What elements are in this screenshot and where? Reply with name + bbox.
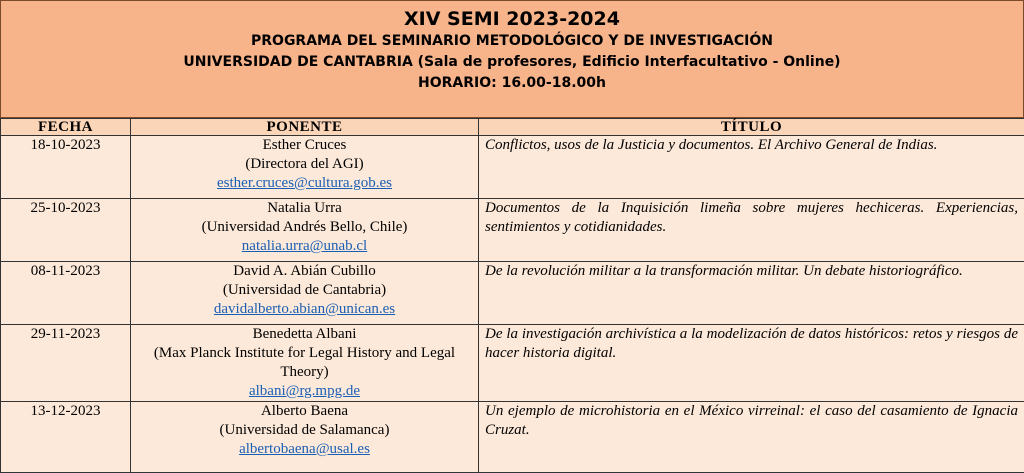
row-date: 29-11-2023 [1,325,131,402]
row-talk-title: Conflictos, usos de la Justicia y documentos. El Archivo General de Indias. [479,136,1024,199]
row-talk-title: De la revolución militar a la transformación militar. Un debate historiográfico. [479,262,1024,325]
speaker-affiliation: (Universidad de Cantabria) [222,282,387,298]
row-talk-title: Documentos de la Inquisición limeña sobre mujeres hechiceras. Experiencias, sentimientos y cotidianidades. [479,199,1024,262]
row-date: 13-12-2023 [1,402,131,473]
row-speaker [131,402,479,473]
speaker-affiliation: (Universidad Andrés Bello, Chile) [201,219,408,235]
row-speaker [131,262,479,325]
row-talk-title: Un ejemplo de microhistoria en el México virreinal: el caso del casamiento de Ignacia Cruzat. [479,402,1024,473]
program-subtitle: PROGRAMA DEL SEMINARIO METODOLÓGICO Y DE INVESTIGACIÓN [251,33,773,49]
speaker-email-link[interactable]: esther.cruces@cultura.gob.es [217,175,392,191]
speaker-email-link[interactable]: davidalberto.abian@unican.es [213,301,396,317]
row-speaker [131,136,479,199]
table-row [1,325,1024,402]
row-date: 08-11-2023 [1,262,131,325]
table-row [1,402,1024,473]
column-header-fecha: FECHA [1,119,131,136]
row-speaker [131,199,479,262]
program-header [0,0,1024,118]
row-date: 25-10-2023 [1,199,131,262]
row-speaker [131,325,479,402]
page-title: XIV SEMI 2023-2024 [404,8,620,30]
speaker-affiliation: (Universidad de Salamanca) [219,422,390,438]
speaker-affiliation: (Directora del AGI) [245,156,364,172]
speaker-name: David A. Abián Cubillo [233,263,376,279]
row-date: 18-10-2023 [1,136,131,199]
seminar-table [0,118,1024,473]
column-header-ponente: PONENTE [131,119,479,136]
speaker-email-link[interactable]: albani@rg.mpg.de [248,383,360,399]
speaker-name: Esther Cruces [262,137,347,153]
table-row [1,262,1024,325]
column-header-titulo: TÍTULO [479,119,1024,136]
speaker-name: Benedetta Albani [252,326,357,342]
row-talk-title: De la investigación archivística a la modelización de datos históricos: retos y riesgos de hacer historia digital. [479,325,1024,402]
speaker-email-link[interactable]: albertobaena@usal.es [239,441,370,457]
speaker-email-link[interactable]: natalia.urra@unab.cl [241,238,368,254]
table-header-row [1,119,1024,136]
table-row [1,199,1024,262]
venue-line: UNIVERSIDAD DE CANTABRIA (Sala de profesores, Edificio Interfacultativo - Online) [183,54,841,70]
speaker-name: Natalia Urra [267,200,342,216]
table-row [1,136,1024,199]
schedule-line: HORARIO: 16.00-18.00h [418,75,606,91]
speaker-name: Alberto Baena [260,403,349,419]
speaker-affiliation: (Max Planck Institute for Legal History and Legal Theory) [153,345,456,380]
